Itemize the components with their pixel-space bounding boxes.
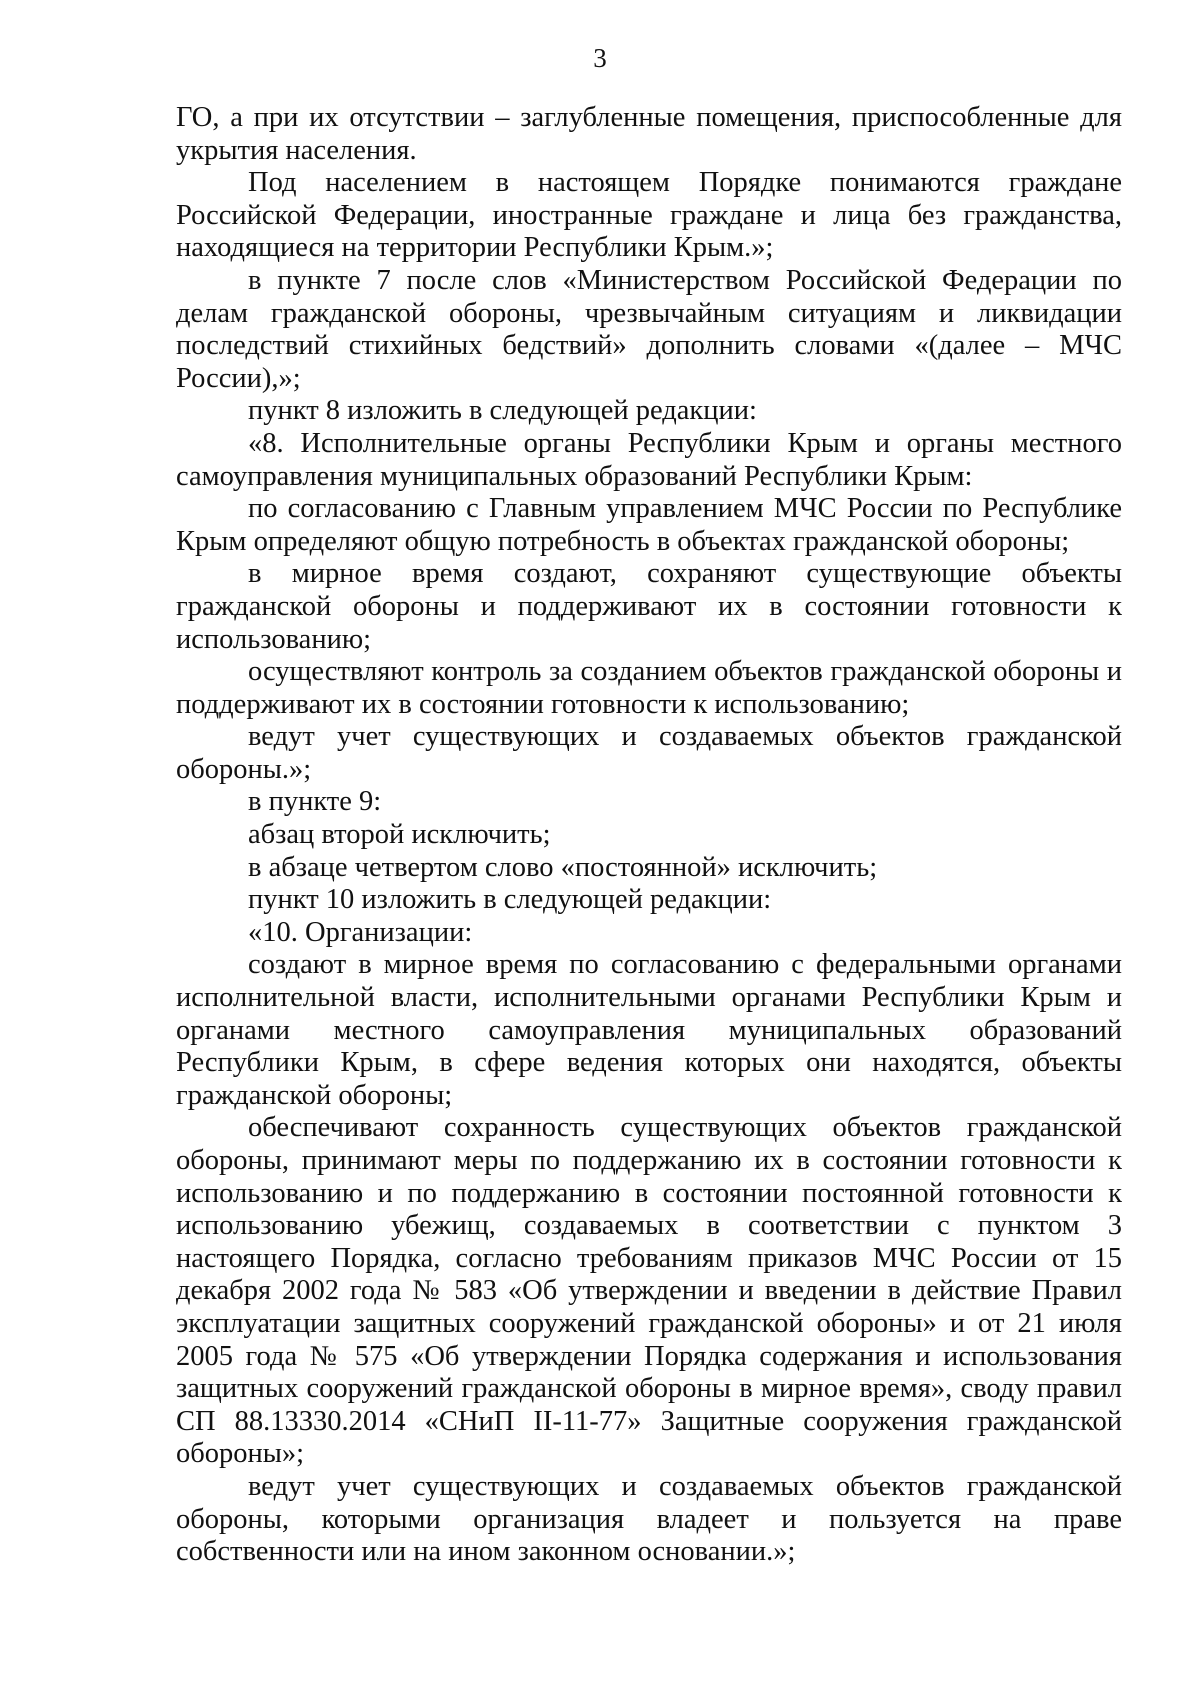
paragraph: «8. Исполнительные органы Республики Крым и органы местного самоуправления муниципальных образований Республики Крым:: [176, 427, 1122, 492]
page-number: 3: [593, 43, 607, 73]
paragraph: ведут учет существующих и создаваемых объектов гражданской обороны.»;: [176, 721, 1122, 785]
paragraph: ведут учет существующих и создаваемых объектов гражданской обороны, которыми организация владеет и пользуется на праве собственности или на ином законном основании.»;: [176, 1470, 1122, 1568]
paragraph: пункт 10 изложить в следующей редакции:: [248, 884, 772, 916]
paragraph: ГО, а при их отсутствии – заглубленные помещения, приспособленные для укрытия населения.: [176, 102, 1122, 166]
paragraph: «10. Организации:: [248, 916, 473, 948]
paragraph: абзац второй исключить;: [248, 819, 551, 851]
paragraph: в пункте 7 после слов «Министерством Российской Федерации по делам гражданской обороны, чрезвычайным ситуациям и ликвидации последствий стихийных бедствий» дополнить словами «(далее – МЧС России),»;: [176, 264, 1122, 394]
paragraph: в абзаце четвертом слово «постоянной» исключить;: [248, 851, 878, 883]
paragraph: обеспечивают сохранность существующих объектов гражданской обороны, принимают меры по поддержанию их в состоянии готовности к использованию и по поддержанию в состоянии постоянной готовности к использованию убежищ, создаваемых в соответствии с пунктом 3 настоящего Порядка, согласно требованиям приказов МЧС России от 15 декабря 2002 года № 583 «Об утверждении и введении в действие Правил эксплуатации защитных сооружений гражданской обороны» и от 21 июля 2005 года № 575 «Об утверждении Порядка содержания и использования защитных сооружений гражданской обороны в мирное время», своду правил СП 88.13330.2014 «СНиП II-11-77» Защитные сооружения гражданской обороны»;: [176, 1112, 1122, 1470]
document-body: [176, 102, 1122, 1569]
paragraph: создают в мирное время по согласованию с федеральными органами исполнительной власти, исполнительными органами Республики Крым и органами местного самоуправления муниципальных образований Республики Крым, в сфере ведения которых они находятся, объекты гражданской обороны;: [176, 949, 1122, 1111]
paragraph: пункт 8 изложить в следующей редакции:: [248, 395, 757, 427]
paragraph: по согласованию с Главным управлением МЧС России по Республике Крым определяют общую потребность в объектах гражданской обороны;: [176, 493, 1122, 557]
paragraph: Под населением в настоящем Порядке понимаются граждане Российской Федерации, иностранные граждане и лица без гражданства, находящиеся на территории Республики Крым.»;: [176, 167, 1122, 264]
paragraph: осуществляют контроль за созданием объектов гражданской обороны и поддерживают их в состоянии готовности к использованию;: [176, 656, 1122, 720]
paragraph: в пункте 9:: [248, 786, 382, 818]
paragraph: в мирное время создают, сохраняют существующие объекты гражданской обороны и поддерживают их в состоянии готовности к использованию;: [176, 558, 1122, 655]
